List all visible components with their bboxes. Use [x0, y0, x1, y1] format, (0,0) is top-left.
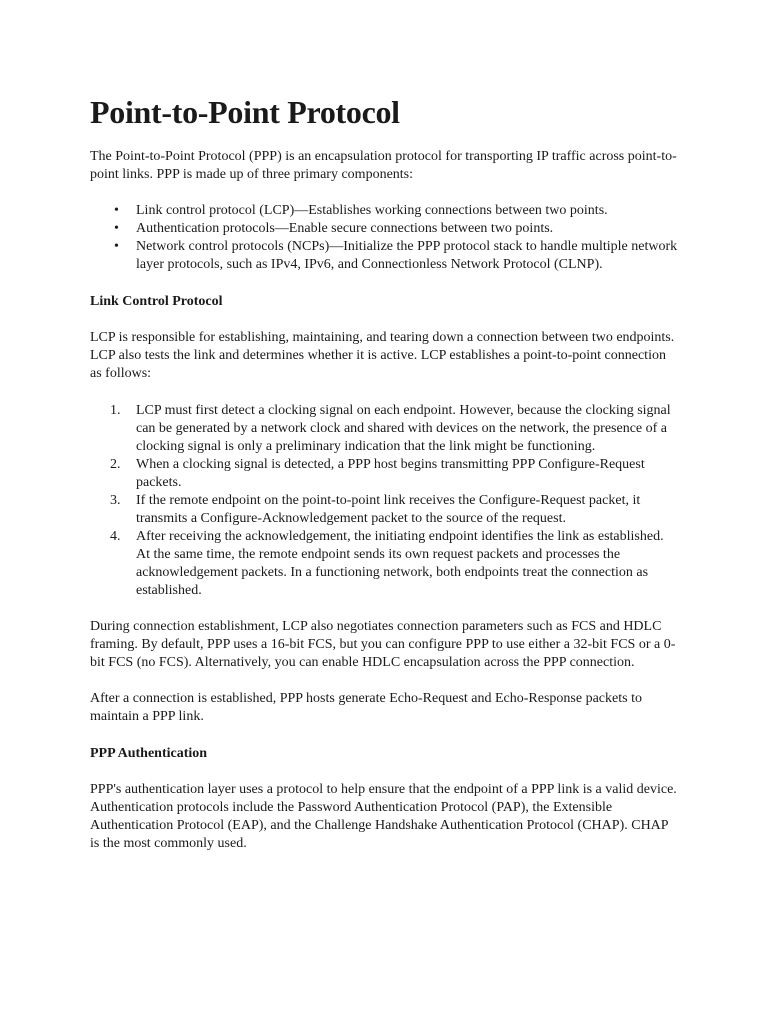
list-item — [110, 456, 680, 492]
list-item: • Authentication protocols—Enable secure connections between two points. — [136, 220, 680, 238]
step-text: If the remote endpoint on the point-to-point link receives the Configure-Request packet, it transmits a Configure-Acknowledgement packet to the source of the request. — [136, 493, 641, 526]
step-number: 2. — [110, 457, 121, 472]
section-heading-lcp: Link Control Protocol — [90, 294, 223, 309]
list-item — [110, 402, 680, 456]
page-title: Point-to-Point Protocol — [90, 94, 400, 130]
intro-paragraph: The Point-to-Point Protocol (PPP) is an encapsulation protocol for transporting IP traffic across point-to-point links. PPP is made up of three primary components: — [90, 149, 677, 182]
components-list — [90, 202, 680, 274]
step-number: 1. — [110, 403, 121, 418]
list-item — [110, 528, 680, 600]
echo-paragraph: After a connection is established, PPP hosts generate Echo-Request and Echo-Response packets to maintain a PPP link. — [90, 691, 642, 724]
auth-paragraph: PPP's authentication layer uses a protocol to help ensure that the endpoint of a PPP link is a valid device. Authentication protocols include the Password Authentication Protocol (PAP), the Extensible Authentication Protocol (EAP), and the Challenge Handshake Authentication Protocol (CHAP). CHAP is the most commonly used. — [90, 782, 677, 851]
step-text: After receiving the acknowledgement, the initiating endpoint identifies the link as established. At the same time, the remote endpoint sends its own request packets and processes the acknowledgement packets. In a functioning network, both endpoints treat the connection as established. — [136, 529, 664, 598]
step-text: LCP must first detect a clocking signal on each endpoint. However, because the clocking signal can be generated by a network clock and shared with devices on the network, the presence of a clocking signal is only a preliminary indication that the link might be functioning. — [136, 403, 671, 454]
lcp-steps-list — [90, 402, 680, 600]
step-text: When a clocking signal is detected, a PPP host begins transmitting PPP Configure-Request packets. — [136, 457, 645, 490]
lcp-intro-paragraph: LCP is responsible for establishing, maintaining, and tearing down a connection between two endpoints. LCP also tests the link and determines whether it is active. LCP establishes a point-to-point connection as follows: — [90, 330, 675, 381]
list-item: • Link control protocol (LCP)—Establishes working connections between two points. — [136, 202, 680, 220]
list-item: • Network control protocols (NCPs)—Initialize the PPP protocol stack to handle multiple network layer protocols, such as IPv4, IPv6, and Connectionless Network Protocol (CLNP). — [136, 238, 680, 274]
section-heading-auth: PPP Authentication — [90, 746, 208, 761]
step-number: 4. — [110, 529, 121, 544]
step-number: 3. — [110, 493, 121, 508]
list-item — [110, 492, 680, 528]
negotiation-paragraph: During connection establishment, LCP also negotiates connection parameters such as FCS and HDLC framing. By default, PPP uses a 16-bit FCS, but you can configure PPP to use either a 32-bit FCS or a 0-bit FCS (no FCS). Alternatively, you can enable HDLC encapsulation across the PPP connection. — [90, 619, 676, 670]
